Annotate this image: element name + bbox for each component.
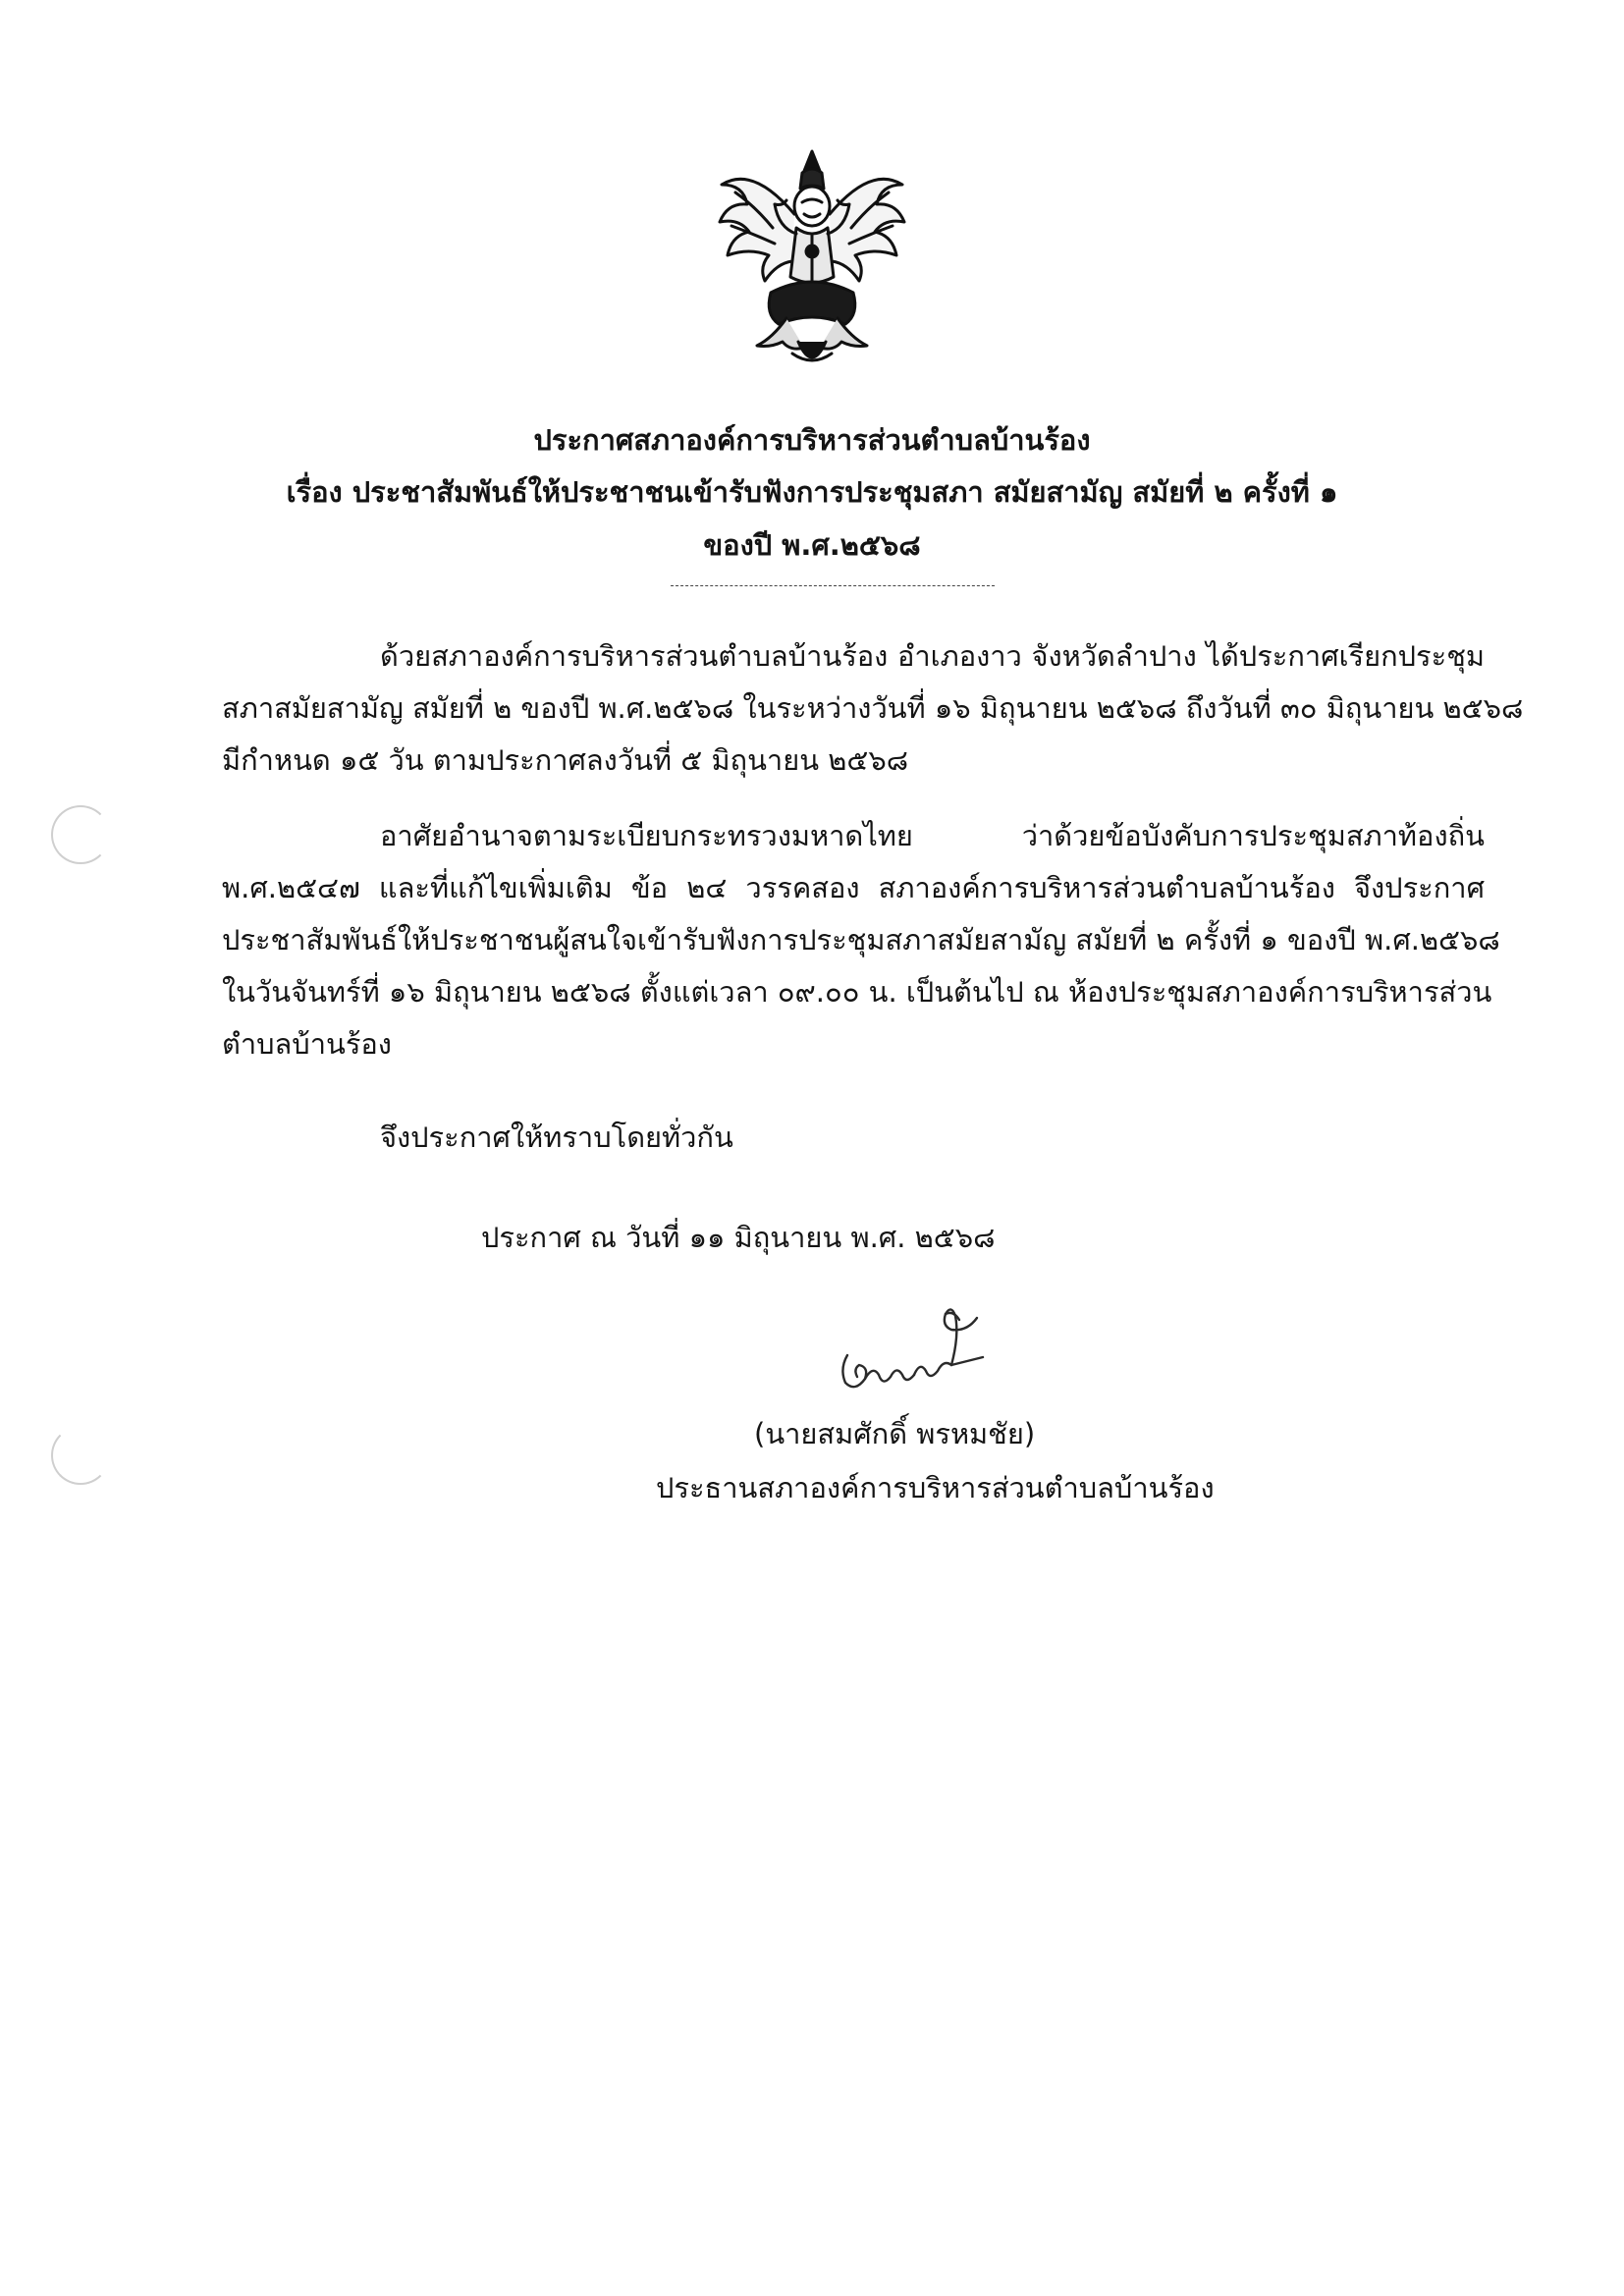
paragraph-line: ประชาสัมพันธ์ให้ประชาชนผู้สนใจเข้ารับฟังการประชุมสภาสมัยสามัญ สมัยที่ ๒ ครั้งที่ ๑ ของปี พ.ศ.๒๕๖๘ — [222, 923, 1500, 957]
paragraph-line: สภาสมัยสามัญ สมัยที่ ๒ ของปี พ.ศ.๒๕๖๘ ในระหว่างวันที่ ๑๖ มิถุนายน ๒๕๖๘ ถึงวันที่ ๓๐ มิถุนายน ๒๕๖๘ — [222, 691, 1524, 725]
closing-statement: จึงประกาศให้ทราบโดยทั่วกัน — [380, 1121, 733, 1154]
paragraph-line: อาศัยอำนาจตามระเบียบกระทรวงมหาดไทย ว่าด้วยข้อบังคับการประชุมสภาท้องถิ่น — [380, 819, 1485, 852]
signatory-name: (นายสมศักดิ์ พรหมชัย) — [754, 1417, 1036, 1450]
announcement-year: ของปี พ.ศ.๒๕๖๘ — [703, 528, 921, 562]
garuda-emblem-icon — [714, 145, 910, 376]
title-divider — [671, 585, 995, 586]
punch-hole-mark — [51, 805, 110, 864]
signatory-position: ประธานสภาองค์การบริหารส่วนตำบลบ้านร้อง — [656, 1471, 1215, 1504]
paragraph-line: ในวันจันทร์ที่ ๑๖ มิถุนายน ๒๕๖๘ ตั้งแต่เวลา ๐๙.๐๐ น. เป็นต้นไป ณ ห้องประชุมสภาองค์การบริหารส่วน — [222, 975, 1492, 1009]
paragraph-line: ตำบลบ้านร้อง — [222, 1027, 392, 1061]
paragraph-line: พ.ศ.๒๕๔๗ และที่แก้ไขเพิ่มเติม ข้อ ๒๔ วรรคสอง สภาองค์การบริหารส่วนตำบลบ้านร้อง จึงประกาศ — [222, 871, 1485, 904]
punch-hole-mark — [51, 1426, 110, 1485]
announcement-date: ประกาศ ณ วันที่ ๑๑ มิถุนายน พ.ศ. ๒๕๖๘ — [481, 1221, 996, 1254]
announcement-title: ประกาศสภาองค์การบริหารส่วนตำบลบ้านร้อง — [533, 423, 1091, 457]
paragraph-line: มีกำหนด ๑๕ วัน ตามประกาศลงวันที่ ๕ มิถุนายน ๒๕๖๘ — [222, 743, 909, 777]
handwritten-signature — [830, 1296, 997, 1404]
paragraph-line: ด้วยสภาองค์การบริหารส่วนตำบลบ้านร้อง อำเภองาว จังหวัดลำปาง ได้ประกาศเรียกประชุม — [380, 639, 1485, 673]
paragraph-authority — [222, 810, 1500, 1070]
paragraph-convening — [222, 630, 1524, 787]
announcement-subject: เรื่อง ประชาสัมพันธ์ให้ประชาชนเข้ารับฟังการประชุมสภา สมัยสามัญ สมัยที่ ๒ ครั้งที่ ๑ — [286, 475, 1338, 509]
